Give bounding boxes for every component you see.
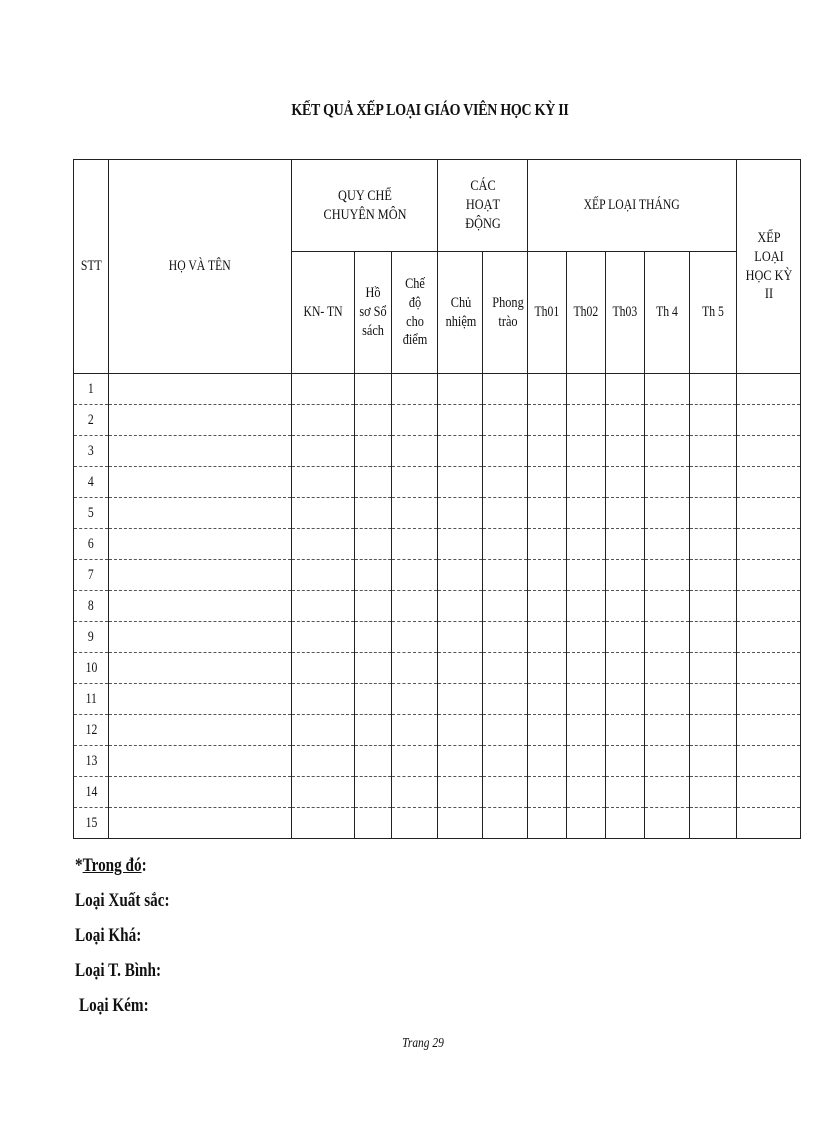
- table-row: [74, 529, 801, 560]
- table-row: [74, 715, 801, 746]
- table-cell: [567, 374, 606, 405]
- table-cell: [438, 405, 483, 436]
- table-cell: [292, 529, 355, 560]
- header-th5: Th 5: [690, 252, 737, 374]
- table-row: [74, 777, 801, 808]
- table-cell: [606, 436, 645, 467]
- table-cell: [392, 529, 438, 560]
- table-cell: [645, 405, 690, 436]
- table-cell: [606, 560, 645, 591]
- table-row: [74, 405, 801, 436]
- table-cell: [392, 560, 438, 591]
- table-cell: [737, 715, 801, 746]
- table-cell: [438, 746, 483, 777]
- table-cell: [438, 653, 483, 684]
- table-cell: [438, 591, 483, 622]
- table-cell: [606, 467, 645, 498]
- table-cell: [606, 715, 645, 746]
- table-cell: [292, 715, 355, 746]
- table-row: [74, 498, 801, 529]
- table-cell: [109, 498, 292, 529]
- note-trung-binh: Loại T. Bình:: [75, 960, 162, 981]
- table-cell: [438, 529, 483, 560]
- table-cell: [438, 374, 483, 405]
- header-xep-loai-hoc-ky: XẾP LOẠI HỌC KỲ II: [737, 160, 801, 374]
- table-cell: [292, 467, 355, 498]
- table-cell: [109, 405, 292, 436]
- table-cell: [292, 622, 355, 653]
- table-cell: [292, 591, 355, 622]
- table-cell: [109, 436, 292, 467]
- table-cell: [645, 498, 690, 529]
- table-cell: [690, 684, 737, 715]
- table-cell: [567, 436, 606, 467]
- table-cell: [690, 529, 737, 560]
- table-cell: [438, 467, 483, 498]
- table-cell: [528, 529, 567, 560]
- table-row: [74, 560, 801, 591]
- table-cell: [528, 746, 567, 777]
- table-cell: [645, 684, 690, 715]
- header-cac-hoat-dong: CÁC HOẠT ĐỘNG: [438, 160, 528, 252]
- table-cell: [392, 436, 438, 467]
- table-cell: [737, 374, 801, 405]
- table-cell: [392, 653, 438, 684]
- table-cell: [355, 684, 392, 715]
- table-cell: [355, 622, 392, 653]
- table-cell: [528, 777, 567, 808]
- table-cell: [567, 529, 606, 560]
- table-row: [74, 653, 801, 684]
- table-cell: [645, 622, 690, 653]
- table-cell: [292, 653, 355, 684]
- table-cell: [567, 715, 606, 746]
- header-th03: Th03: [606, 252, 645, 374]
- table-cell: [392, 746, 438, 777]
- table-cell: [690, 498, 737, 529]
- table-cell: [483, 715, 528, 746]
- table-cell: [392, 405, 438, 436]
- table-cell: [528, 715, 567, 746]
- table-cell: [567, 684, 606, 715]
- table-cell: [606, 498, 645, 529]
- table-cell: [109, 808, 292, 839]
- table-cell: [528, 622, 567, 653]
- notes-heading: *Trong đó:: [75, 855, 147, 876]
- table-cell: [737, 498, 801, 529]
- table-cell: [438, 560, 483, 591]
- header-xep-loai-thang: XẾP LOẠI THÁNG: [528, 160, 737, 252]
- table-cell: [109, 746, 292, 777]
- table-cell: [528, 498, 567, 529]
- table-cell: [392, 467, 438, 498]
- table-cell: [392, 715, 438, 746]
- table-cell: [690, 436, 737, 467]
- table-cell: [438, 498, 483, 529]
- table-cell: [528, 405, 567, 436]
- table-cell: [392, 622, 438, 653]
- row-stt: 7: [74, 560, 109, 591]
- table-cell: [690, 746, 737, 777]
- table-cell: [483, 777, 528, 808]
- table-cell: [645, 560, 690, 591]
- header-th01: Th01: [528, 252, 567, 374]
- table-cell: [645, 529, 690, 560]
- table-cell: [645, 808, 690, 839]
- row-stt: 4: [74, 467, 109, 498]
- table-cell: [109, 653, 292, 684]
- table-body: [74, 374, 801, 839]
- table-cell: [483, 405, 528, 436]
- table-row: [74, 808, 801, 839]
- table-cell: [567, 498, 606, 529]
- table-cell: [606, 622, 645, 653]
- table-cell: [355, 529, 392, 560]
- table-cell: [645, 374, 690, 405]
- table-cell: [109, 591, 292, 622]
- table-cell: [392, 684, 438, 715]
- table-cell: [109, 622, 292, 653]
- table-cell: [483, 560, 528, 591]
- table-cell: [645, 746, 690, 777]
- table-cell: [483, 374, 528, 405]
- row-stt: 15: [74, 808, 109, 839]
- table-cell: [737, 467, 801, 498]
- table-cell: [355, 777, 392, 808]
- table-row: [74, 746, 801, 777]
- table-cell: [528, 684, 567, 715]
- table-cell: [737, 622, 801, 653]
- table-cell: [645, 591, 690, 622]
- table-cell: [438, 436, 483, 467]
- table-cell: [690, 560, 737, 591]
- table-cell: [109, 684, 292, 715]
- row-stt: 12: [74, 715, 109, 746]
- row-stt: 3: [74, 436, 109, 467]
- table-cell: [606, 653, 645, 684]
- table-cell: [483, 467, 528, 498]
- table-cell: [690, 653, 737, 684]
- note-xuat-sac: Loại Xuất sắc:: [75, 890, 170, 911]
- row-stt: 8: [74, 591, 109, 622]
- header-th4: Th 4: [645, 252, 690, 374]
- table-cell: [606, 746, 645, 777]
- table-cell: [645, 715, 690, 746]
- row-stt: 9: [74, 622, 109, 653]
- table-cell: [737, 405, 801, 436]
- table-cell: [606, 374, 645, 405]
- table-cell: [109, 560, 292, 591]
- table-cell: [292, 374, 355, 405]
- table-cell: [109, 467, 292, 498]
- header-chu-nhiem: Chủ nhiệm: [438, 252, 483, 374]
- table-cell: [737, 436, 801, 467]
- table-cell: [737, 808, 801, 839]
- table-cell: [645, 436, 690, 467]
- table-cell: [438, 777, 483, 808]
- teacher-rating-table: [73, 159, 801, 839]
- table-cell: [292, 560, 355, 591]
- table-cell: [483, 591, 528, 622]
- table-cell: [292, 808, 355, 839]
- table-cell: [690, 591, 737, 622]
- table-cell: [690, 467, 737, 498]
- table-cell: [292, 777, 355, 808]
- table-cell: [567, 808, 606, 839]
- table-cell: [392, 498, 438, 529]
- table-cell: [355, 591, 392, 622]
- table-cell: [109, 374, 292, 405]
- table-cell: [355, 653, 392, 684]
- table-cell: [606, 684, 645, 715]
- table-cell: [483, 436, 528, 467]
- table-cell: [737, 529, 801, 560]
- table-cell: [355, 405, 392, 436]
- table-cell: [438, 622, 483, 653]
- table-cell: [392, 808, 438, 839]
- table-cell: [737, 591, 801, 622]
- table-cell: [690, 715, 737, 746]
- table-cell: [645, 653, 690, 684]
- table-cell: [355, 560, 392, 591]
- header-phong-trao: Phong trào: [483, 252, 528, 374]
- table-cell: [737, 746, 801, 777]
- table-cell: [737, 777, 801, 808]
- row-stt: 14: [74, 777, 109, 808]
- table-cell: [528, 591, 567, 622]
- table-cell: [737, 560, 801, 591]
- row-stt: 5: [74, 498, 109, 529]
- row-stt: 1: [74, 374, 109, 405]
- header-stt: STT: [74, 160, 109, 374]
- table-cell: [355, 467, 392, 498]
- table-cell: [528, 467, 567, 498]
- header-th02: Th02: [567, 252, 606, 374]
- header-quy-che-chuyen-mon: QUY CHẾ CHUYÊN MÔN: [292, 160, 438, 252]
- row-stt: 10: [74, 653, 109, 684]
- table-cell: [355, 436, 392, 467]
- table-cell: [355, 715, 392, 746]
- table-row: [74, 374, 801, 405]
- table-cell: [109, 529, 292, 560]
- table-cell: [438, 684, 483, 715]
- table-cell: [606, 777, 645, 808]
- table-cell: [645, 467, 690, 498]
- note-kha: Loại Khá:: [75, 925, 142, 946]
- table-cell: [355, 374, 392, 405]
- page-title: KẾT QUẢ XẾP LOẠI GIÁO VIÊN HỌC KỲ II: [291, 100, 569, 119]
- table-cell: [292, 498, 355, 529]
- table-cell: [392, 591, 438, 622]
- table-cell: [690, 777, 737, 808]
- table-cell: [606, 529, 645, 560]
- row-stt: 13: [74, 746, 109, 777]
- table-cell: [567, 746, 606, 777]
- table-cell: [567, 560, 606, 591]
- table-row: [74, 436, 801, 467]
- note-kem: Loại Kém:: [79, 995, 149, 1016]
- table-cell: [567, 777, 606, 808]
- table-cell: [737, 653, 801, 684]
- table-cell: [567, 467, 606, 498]
- header-che-do-cho-diem: Chế độ cho điểm: [392, 252, 438, 374]
- table-row: [74, 467, 801, 498]
- table-cell: [528, 436, 567, 467]
- table-cell: [483, 684, 528, 715]
- table-cell: [690, 622, 737, 653]
- table-cell: [483, 808, 528, 839]
- table-cell: [690, 808, 737, 839]
- table-cell: [392, 777, 438, 808]
- row-stt: 6: [74, 529, 109, 560]
- table-cell: [528, 374, 567, 405]
- table-cell: [483, 622, 528, 653]
- table-cell: [645, 777, 690, 808]
- table-cell: [567, 653, 606, 684]
- row-stt: 2: [74, 405, 109, 436]
- table-cell: [292, 746, 355, 777]
- table-cell: [606, 591, 645, 622]
- table-cell: [528, 653, 567, 684]
- table-cell: [355, 746, 392, 777]
- table-cell: [438, 808, 483, 839]
- table-cell: [483, 498, 528, 529]
- table-cell: [606, 808, 645, 839]
- table-cell: [528, 560, 567, 591]
- row-stt: 11: [74, 684, 109, 715]
- table-cell: [737, 684, 801, 715]
- table-cell: [355, 808, 392, 839]
- table-cell: [438, 715, 483, 746]
- table-cell: [606, 405, 645, 436]
- page-number: Trang 29: [402, 1036, 444, 1051]
- table-cell: [567, 405, 606, 436]
- table-cell: [392, 374, 438, 405]
- table-cell: [528, 808, 567, 839]
- table-cell: [109, 715, 292, 746]
- table-cell: [483, 653, 528, 684]
- table-row: [74, 684, 801, 715]
- header-name: HỌ VÀ TÊN: [109, 160, 292, 374]
- table-cell: [690, 374, 737, 405]
- table-row: [74, 622, 801, 653]
- table-cell: [483, 746, 528, 777]
- notes-section: [75, 848, 170, 1023]
- table-cell: [292, 436, 355, 467]
- table-cell: [483, 529, 528, 560]
- table-row: [74, 591, 801, 622]
- table-cell: [355, 498, 392, 529]
- table-cell: [109, 777, 292, 808]
- header-kn-tn: KN- TN: [292, 252, 355, 374]
- table-cell: [292, 684, 355, 715]
- table-cell: [292, 405, 355, 436]
- table-cell: [567, 622, 606, 653]
- table-cell: [567, 591, 606, 622]
- table-cell: [690, 405, 737, 436]
- header-ho-so-so-sach: Hồ sơ Sổ sách: [355, 252, 392, 374]
